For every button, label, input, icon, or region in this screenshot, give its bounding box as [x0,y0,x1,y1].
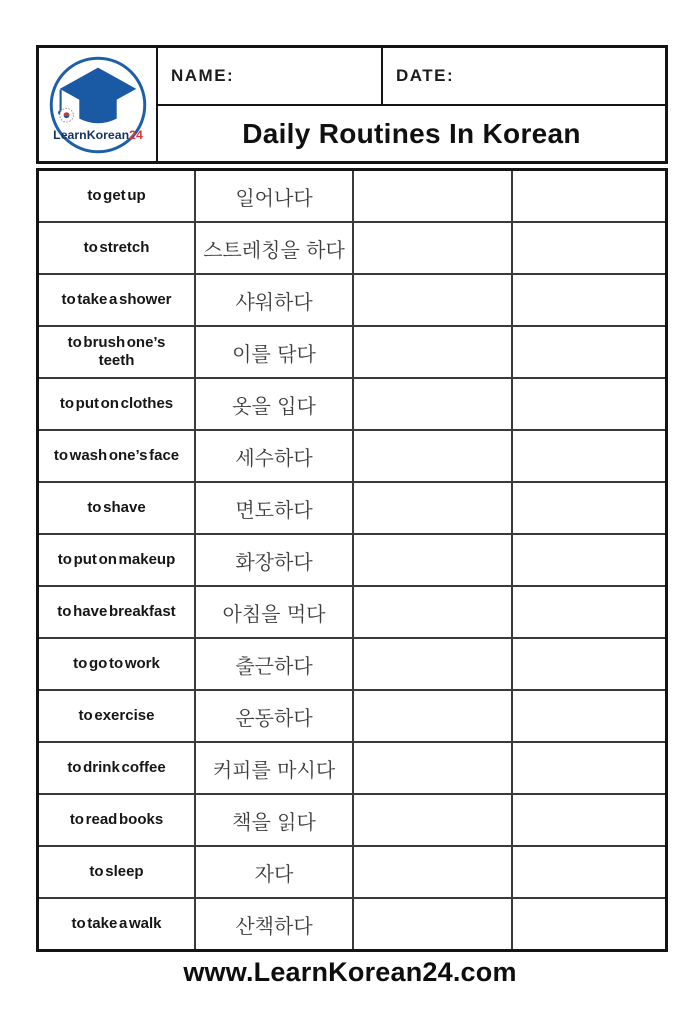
practice-cell-2 [513,847,665,897]
korean-word-cell: 이를 닦다 [196,327,354,377]
worksheet-header [36,45,668,164]
practice-cell-1 [354,483,513,533]
table-row [39,431,665,483]
practice-cell-1 [354,223,513,273]
table-row [39,847,665,899]
practice-cell-2 [513,379,665,429]
practice-cell-2 [513,275,665,325]
english-phrase-cell: to exercise [39,691,196,741]
english-phrase-cell: to wash one’s face [39,431,196,481]
korean-flag-icon [59,108,73,122]
table-row [39,795,665,847]
table-row [39,275,665,327]
date-field [383,48,665,104]
english-phrase-cell: to go to work [39,639,196,689]
table-row [39,743,665,795]
name-label: NAME: [171,66,235,85]
table-row [39,535,665,587]
logo-cell [39,48,158,161]
korean-word-cell: 출근하다 [196,639,354,689]
practice-cell-2 [513,691,665,741]
table-row [39,379,665,431]
korean-word-cell: 면도하다 [196,483,354,533]
date-label: DATE: [396,66,455,85]
practice-cell-1 [354,847,513,897]
learnkorean24-logo [47,54,149,156]
practice-cell-2 [513,171,665,221]
practice-cell-2 [513,639,665,689]
english-phrase-cell: to stretch [39,223,196,273]
practice-cell-1 [354,899,513,949]
name-field [158,48,383,104]
table-row [39,327,665,379]
korean-word-cell: 운동하다 [196,691,354,741]
english-phrase-cell: to sleep [39,847,196,897]
practice-cell-1 [354,795,513,845]
practice-cell-1 [354,379,513,429]
table-row [39,171,665,223]
practice-cell-2 [513,431,665,481]
english-phrase-cell: to take a shower [39,275,196,325]
korean-word-cell: 샤워하다 [196,275,354,325]
table-row [39,483,665,535]
practice-cell-2 [513,223,665,273]
korean-word-cell: 아침을 먹다 [196,587,354,637]
korean-word-cell: 세수하다 [196,431,354,481]
website-url: www.LearnKorean24.com [183,957,517,987]
table-row [39,639,665,691]
practice-cell-1 [354,535,513,585]
practice-cell-2 [513,587,665,637]
logo-wordmark: LearnKorean24 [52,127,143,142]
english-phrase-cell: to put on clothes [39,379,196,429]
practice-cell-1 [354,691,513,741]
routine-table-body [36,168,668,952]
practice-cell-2 [513,483,665,533]
english-phrase-cell: to drink coffee [39,743,196,793]
practice-cell-1 [354,639,513,689]
table-row [39,691,665,743]
korean-word-cell: 커피를 마시다 [196,743,354,793]
practice-cell-1 [354,431,513,481]
english-phrase-cell: to have breakfast [39,587,196,637]
footer [0,957,700,988]
practice-cell-1 [354,171,513,221]
table-row [39,899,665,949]
table-row [39,223,665,275]
korean-word-cell: 책을 읽다 [196,795,354,845]
english-phrase-cell: to get up [39,171,196,221]
korean-word-cell: 자다 [196,847,354,897]
english-phrase-cell: to take a walk [39,899,196,949]
page-title: Daily Routines In Korean [242,117,581,149]
english-phrase-cell: to put on makeup [39,535,196,585]
korean-word-cell: 옷을 입다 [196,379,354,429]
practice-cell-2 [513,743,665,793]
practice-cell-1 [354,327,513,377]
practice-cell-1 [354,587,513,637]
practice-cell-2 [513,795,665,845]
korean-word-cell: 일어나다 [196,171,354,221]
practice-cell-2 [513,535,665,585]
korean-word-cell: 스트레칭을 하다 [196,223,354,273]
english-phrase-cell: to read books [39,795,196,845]
practice-cell-2 [513,899,665,949]
table-row [39,587,665,639]
practice-cell-1 [354,743,513,793]
english-phrase-cell: to shave [39,483,196,533]
english-phrase-cell: to brush one’s teeth [39,327,196,377]
practice-cell-1 [354,275,513,325]
practice-cell-2 [513,327,665,377]
korean-word-cell: 산책하다 [196,899,354,949]
korean-word-cell: 화장하다 [196,535,354,585]
